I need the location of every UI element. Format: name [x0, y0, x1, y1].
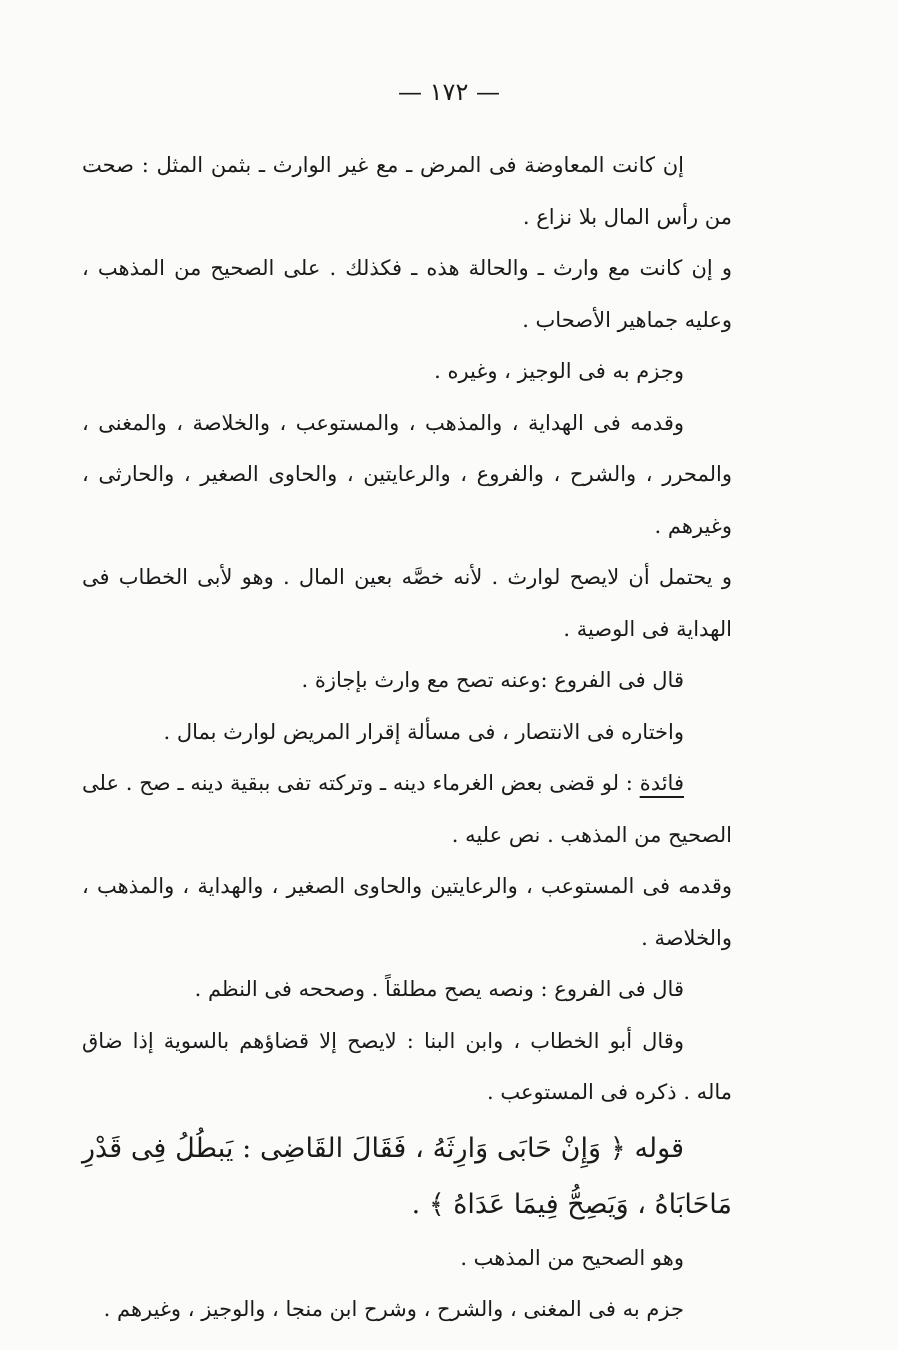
paragraph: و إن كانت مع وارث ـ والحالة هذه ـ فكذلك . على الصحيح من المذهب ، وعليه جماهير الأصحاب .: [82, 256, 732, 332]
paragraph: قال فى الفروع :وعنه تصح مع وارث بإجازة .: [301, 668, 684, 692]
faida-label: فائدة: [639, 771, 684, 795]
paragraph: وجزم به فى الوجيز ، وغيره .: [434, 359, 684, 383]
paragraph: وقدمه فى الهداية ، والمذهب ، والمستوعب ، والخلاصة ، والمغنى ، والمحرر ، والشرح ، والفروع ، والرعايتين ، والحاوى الصغير ، والحارثى ، وغيرهم .: [82, 410, 732, 538]
paragraph: جزم به فى المغنى ، والشرح ، وشرح ابن منجا ، والوجيز ، وغيرهم .: [103, 1297, 684, 1321]
quote-open-bracket: ﴿: [609, 1132, 626, 1164]
paragraph: و يحتمل أن لايصح لوارث . لأنه خصَّه بعين المال . وهو لأبى الخطاب فى الهداية فى الوصية .: [82, 565, 732, 641]
paragraph: واختاره فى الانتصار ، فى مسألة إقرار المريض لوارث بمال .: [163, 719, 684, 744]
paragraph: وقدمه فى المستوعب ، والرعايتين والحاوى الصغير ، والهداية ، والمذهب ، والخلاصة .: [82, 874, 733, 950]
page-number: — ١٧٢ —: [398, 78, 500, 106]
paragraph: وقال أبو الخطاب ، وابن البنا : لايصح إلا قضاؤهم بالسوية إذا ضاق ماله . ذكره فى المستوعب .: [82, 1028, 732, 1104]
quote-close-bracket: ﴾: [428, 1188, 445, 1220]
faida-text: : لو قضى بعض الغرماء دينه ـ وتركته تفى ببقية دينه ـ صح . على الصحيح من المذهب . نص عليه .: [82, 771, 732, 847]
paragraph: قال فى الفروع : ونصه يصح مطلقاً . وصححه فى النظم .: [194, 977, 684, 1001]
body-text: [82, 140, 732, 1336]
quote-text: وَإِنْ حَابَى وَارِثَهُ ، فَقَالَ القَاضِى : يَبطُلُ فِى قَدْرِ مَاحَابَاهُ ، وَيَصِحُّ فِيمَا عَدَاهُ: [82, 1132, 732, 1220]
quote-end: .: [411, 1188, 429, 1220]
faida-paragraph: [82, 758, 732, 861]
paragraph: وهو الصحيح من المذهب .: [460, 1245, 684, 1270]
paragraph: إن كانت المعاوضة فى المرض ـ مع غير الوارث ـ بثمن المثل : صحت من رأس المال بلا نزاع .: [82, 153, 732, 229]
quote-paragraph: [82, 1121, 732, 1233]
quote-lead: قوله: [634, 1132, 684, 1164]
